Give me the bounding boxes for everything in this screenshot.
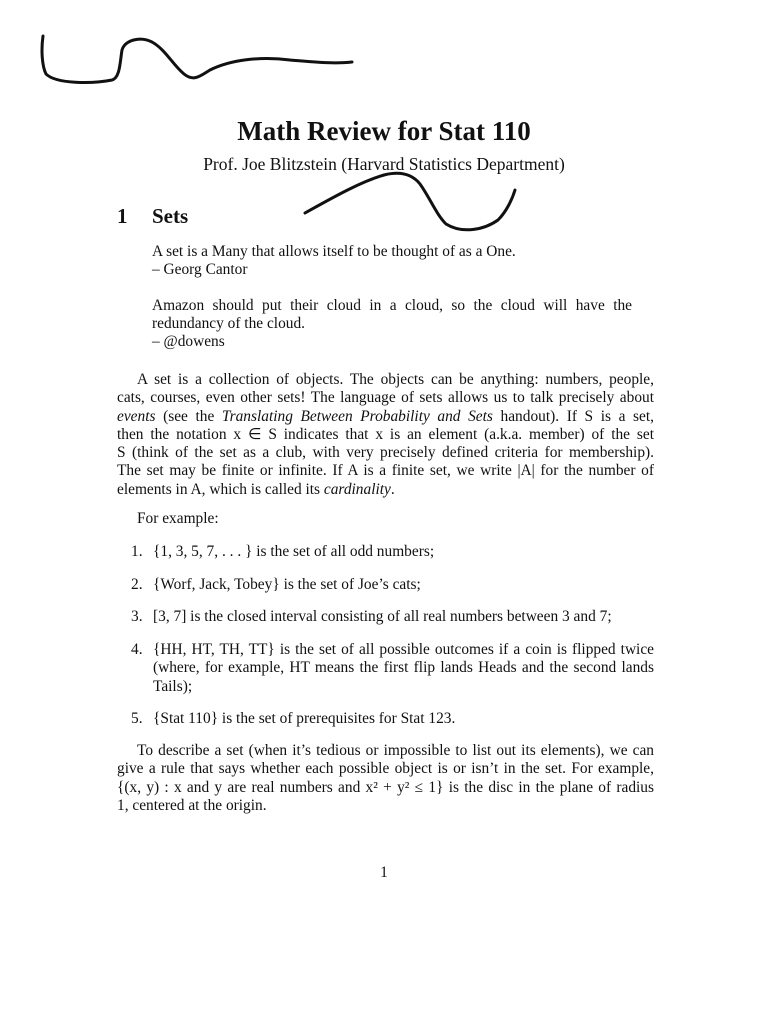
list-item-text: [3, 7] is the closed interval consisting of all real numbers between 3 and 7; [153,608,612,626]
list-marker: 5. [131,710,143,728]
paragraph-line: {(x, y) : x and y are real numbers and x² + y² ≤ 1} is the disc in the plane of radius [117,778,654,796]
paragraph-line: S (think of the set as a club, with very precisely defined criteria for membership). [117,444,654,462]
paragraph-for-example [117,510,654,528]
paragraph-line: then the notation x ∈ S indicates that x is an element (a.k.a. member) of the set [117,425,654,443]
text-fragment: (see the [155,407,222,425]
list-item [117,641,654,696]
list-item-text: {1, 3, 5, 7, . . . } is the set of all odd numbers; [153,543,435,560]
list-marker: 1. [131,543,143,560]
section-number: 1 [117,204,128,228]
text-fragment: handout). If S is a set, [492,407,655,425]
paragraph-line: The set may be finite or infinite. If A is a finite set, we write |A| for the number of [117,462,654,480]
paragraph-line [117,481,654,499]
document-author: Prof. Joe Blitzstein (Harvard Statistics Department) [203,154,565,174]
list-marker: 4. [131,641,143,659]
list-item [117,608,654,626]
list-item [117,543,654,561]
paragraph-line: cats, courses, even other sets! The language of sets allows us to talk precisely about [117,389,654,407]
term-cardinality: cardinality [323,480,391,498]
scribble-top-left [42,36,352,82]
epigraph-line: redundancy of the cloud. [152,315,305,332]
text-fragment: . [390,480,395,498]
document-title: Math Review for Stat 110 [237,116,531,146]
list-item-text: {Stat 110} is the set of prerequisites for Stat 123. [153,710,456,728]
paragraph-describe-set [117,742,654,815]
paragraph-line: give a rule that says whether each possible object is or isn’t in the set. For example, [117,760,654,778]
examples-list [117,543,654,743]
epigraph-line: Amazon should put their cloud in a cloud, so the cloud will have the [152,297,632,314]
text-fragment: elements in A, which is called its [117,480,324,498]
section-title: Sets [152,204,189,228]
list-marker: 3. [131,608,143,626]
paragraph-line: For example: [137,510,219,527]
paragraph-line: A set is a collection of objects. The objects can be anything: numbers, people, [137,371,654,388]
epigraph-attribution: – Georg Cantor [152,261,248,278]
section-heading [117,204,188,229]
epigraph-line: A set is a Many that allows itself to be thought of as a One. [152,243,516,260]
list-item-text: (where, for example, HT means the first flip lands Heads and the second lands [153,659,654,677]
list-item-text: Tails); [153,677,193,695]
list-item-text: {HH, HT, TH, TT} is the set of all possible outcomes if a coin is flipped twice [153,641,654,659]
epigraph-cantor [152,243,632,279]
page-number: 1 [380,864,388,881]
paragraph-line: 1, centered at the origin. [117,796,267,814]
epigraph-attribution: – @dowens [152,333,225,350]
paragraph-line: To describe a set (when it’s tedious or impossible to list out its elements), we can [137,742,654,759]
list-marker: 2. [131,575,143,593]
scribble-mid [305,173,515,230]
list-item [117,710,654,728]
list-item [117,576,654,594]
paragraph-line [117,408,654,426]
list-item-text: {Worf, Jack, Tobey} is the set of Joe’s cats; [153,575,421,593]
term-events: events [117,407,156,425]
epigraph-dowens [152,297,632,351]
paragraph-sets-intro [117,371,654,499]
handout-title: Translating Between Probability and Sets [221,407,493,425]
